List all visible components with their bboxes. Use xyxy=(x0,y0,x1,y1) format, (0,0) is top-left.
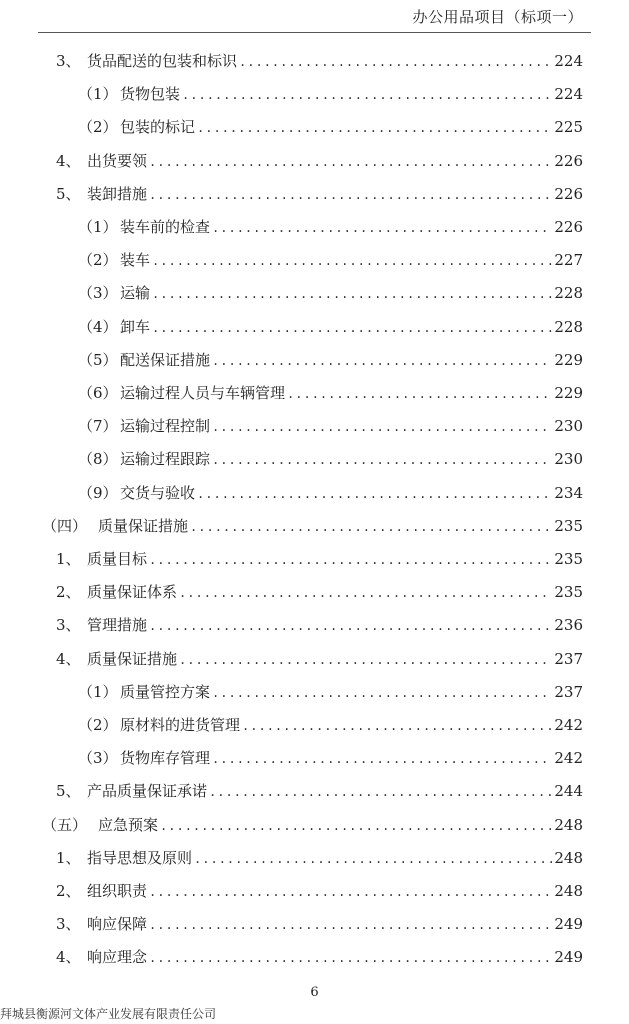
toc-entry[interactable] xyxy=(0,747,629,769)
toc-entry-title: 配送保证措施 xyxy=(120,350,211,369)
toc-entry-title: 卸车 xyxy=(120,317,151,336)
toc-entry[interactable] xyxy=(0,681,629,703)
toc-entry-page: 234 xyxy=(554,483,583,502)
page-number: 6 xyxy=(310,985,319,1000)
toc-entry-number: 1、 xyxy=(56,550,81,568)
toc-entry-page: 235 xyxy=(554,583,583,602)
toc-dot-leader xyxy=(182,88,552,102)
toc-dot-leader xyxy=(149,553,552,567)
toc-dot-leader xyxy=(152,321,552,335)
toc-entry-title: 货物包装 xyxy=(120,85,181,104)
toc-entry-page: 248 xyxy=(554,882,583,900)
toc-entry-number: 2、 xyxy=(56,882,81,900)
toc-entry[interactable] xyxy=(0,648,629,670)
toc-entry-number: （五） xyxy=(42,815,88,834)
toc-entry-page: 227 xyxy=(554,251,583,270)
toc-entry-title: 响应保障 xyxy=(87,915,148,934)
toc-entry-page: 225 xyxy=(554,118,583,137)
toc-entry-page: 235 xyxy=(554,550,583,568)
toc-entry-title: 运输过程跟踪 xyxy=(120,450,211,469)
toc-entry-title: 装车 xyxy=(120,251,151,270)
toc-dot-leader xyxy=(149,619,552,633)
toc-entry-title: 货品配送的包装和标识 xyxy=(87,52,238,70)
toc-entry-title: 指导思想及原则 xyxy=(87,848,193,867)
toc-dot-leader xyxy=(149,188,552,202)
toc-entry[interactable] xyxy=(0,249,629,271)
toc-entry[interactable] xyxy=(0,847,629,869)
toc-entry-number: （3） xyxy=(78,749,118,768)
toc-entry-title: 装车前的检查 xyxy=(120,218,211,236)
toc-entry[interactable] xyxy=(0,382,629,404)
toc-entry-page: 236 xyxy=(554,616,583,635)
toc-entry-title: 包装的标记 xyxy=(120,118,196,137)
toc-entry[interactable] xyxy=(0,814,629,836)
toc-entry-title: 出货要领 xyxy=(87,151,148,170)
toc-entry-title: 装卸措施 xyxy=(87,184,148,203)
toc-entry-number: （1） xyxy=(78,218,118,236)
toc-entry-page: 226 xyxy=(554,218,583,236)
toc-entry[interactable] xyxy=(0,183,629,205)
toc-dot-leader xyxy=(212,354,552,368)
toc-entry[interactable] xyxy=(0,415,629,437)
toc-entry-title: 交货与验收 xyxy=(120,483,196,502)
toc-entry[interactable] xyxy=(0,83,629,105)
toc-dot-leader xyxy=(194,852,552,866)
toc-entry-page: 248 xyxy=(554,815,583,834)
toc-dot-leader xyxy=(179,586,552,600)
toc-entry-page: 248 xyxy=(554,848,583,867)
toc-dot-leader xyxy=(287,387,552,401)
toc-dot-leader xyxy=(239,55,552,69)
toc-dot-leader xyxy=(212,752,552,766)
toc-entry-title: 组织职责 xyxy=(87,882,148,900)
toc-entry[interactable] xyxy=(0,282,629,304)
toc-dot-leader xyxy=(160,819,552,833)
toc-entry-number: （3） xyxy=(78,284,118,303)
toc-entry-page: 226 xyxy=(554,184,583,203)
toc-entry[interactable] xyxy=(0,482,629,504)
toc-entry-title: 质量目标 xyxy=(87,550,148,568)
toc-entry[interactable] xyxy=(0,780,629,802)
toc-dot-leader xyxy=(242,719,552,733)
toc-entry[interactable] xyxy=(0,913,629,935)
toc-entry-page: 249 xyxy=(554,915,583,934)
toc-entry[interactable] xyxy=(0,116,629,138)
toc-entry-page: 242 xyxy=(554,749,583,768)
toc-entry[interactable] xyxy=(0,581,629,603)
toc-entry-title: 管理措施 xyxy=(87,616,148,635)
document-header-title: 办公用品项目（标项一） xyxy=(412,8,583,26)
toc-entry-title: 响应理念 xyxy=(87,948,148,967)
toc-dot-leader xyxy=(149,155,552,169)
toc-entry-page: 235 xyxy=(554,516,583,535)
toc-entry-page: 224 xyxy=(554,85,583,104)
toc-entry[interactable] xyxy=(0,349,629,371)
toc-entry[interactable] xyxy=(0,880,629,902)
toc-entry[interactable] xyxy=(0,946,629,968)
toc-entry-page: 226 xyxy=(554,151,583,170)
toc-entry-page: 242 xyxy=(554,716,583,734)
toc-entry-page: 229 xyxy=(554,384,583,402)
toc-entry-number: （1） xyxy=(78,85,118,104)
toc-entry-title: 运输 xyxy=(120,284,151,303)
toc-entry-page: 224 xyxy=(554,52,583,70)
toc-entry-page: 228 xyxy=(554,284,583,303)
toc-entry-title: 原材料的进货管理 xyxy=(120,716,241,734)
toc-dot-leader xyxy=(149,885,552,899)
toc-entry-number: （5） xyxy=(78,350,118,369)
toc-entry-number: （2） xyxy=(78,716,118,734)
toc-entry-title: 质量保证体系 xyxy=(87,583,178,602)
toc-dot-leader xyxy=(149,918,552,932)
toc-entry[interactable] xyxy=(0,614,629,636)
toc-dot-leader xyxy=(209,785,552,799)
toc-dot-leader xyxy=(197,121,552,135)
toc-entry-number: 4、 xyxy=(56,948,81,967)
toc-entry[interactable] xyxy=(0,714,629,736)
toc-entry-number: （8） xyxy=(78,450,118,469)
toc-entry[interactable] xyxy=(0,316,629,338)
toc-entry-number: 3、 xyxy=(56,915,81,934)
toc-entry-page: 249 xyxy=(554,948,583,967)
toc-dot-leader xyxy=(212,420,552,434)
toc-entry-number: （四） xyxy=(42,516,88,535)
toc-entry-number: 4、 xyxy=(56,649,81,668)
toc-entry-title: 质量保证措施 xyxy=(87,649,178,668)
toc-entry[interactable] xyxy=(0,448,629,470)
toc-entry-page: 228 xyxy=(554,317,583,336)
toc-dot-leader xyxy=(197,487,552,501)
toc-entry-number: 3、 xyxy=(56,52,81,70)
toc-entry-page: 230 xyxy=(554,450,583,469)
toc-entry-page: 237 xyxy=(554,682,583,701)
toc-entry[interactable] xyxy=(0,150,629,172)
toc-entry[interactable] xyxy=(0,50,629,72)
toc-entry-page: 230 xyxy=(554,417,583,436)
footer-organization: 拜城县衡源河文体产业发展有限责任公司 xyxy=(0,1007,217,1021)
toc-entry-number: （2） xyxy=(78,251,118,270)
toc-entry-title: 运输过程人员与车辆管理 xyxy=(120,384,286,402)
toc-entry-title: 货物库存管理 xyxy=(120,749,211,768)
toc-entry-number: 2、 xyxy=(56,583,81,602)
toc-entry-page: 244 xyxy=(554,782,583,801)
toc-dot-leader xyxy=(152,287,552,301)
toc-dot-leader xyxy=(212,221,552,235)
toc-entry[interactable] xyxy=(0,216,629,238)
toc-entry-number: （4） xyxy=(78,317,118,336)
toc-dot-leader xyxy=(212,686,552,700)
toc-entry[interactable] xyxy=(0,515,629,537)
toc-entry-title: 应急预案 xyxy=(98,815,159,834)
toc-dot-leader xyxy=(179,653,552,667)
header-divider xyxy=(38,32,591,33)
toc-dot-leader xyxy=(190,520,552,534)
toc-entry-number: （2） xyxy=(78,118,118,137)
toc-entry-title: 运输过程控制 xyxy=(120,417,211,436)
toc-entry-page: 237 xyxy=(554,649,583,668)
toc-entry-number: （9） xyxy=(78,483,118,502)
toc-dot-leader xyxy=(152,254,552,268)
toc-entry-number: 5、 xyxy=(56,184,81,203)
toc-entry-title: 质量保证措施 xyxy=(98,516,189,535)
toc-entry-number: （1） xyxy=(78,682,118,701)
toc-entry[interactable] xyxy=(0,548,629,570)
toc-entry-number: 3、 xyxy=(56,616,81,635)
toc-entry-number: 4、 xyxy=(56,151,81,170)
toc-entry-number: 5、 xyxy=(56,782,81,801)
toc-entry-page: 229 xyxy=(554,350,583,369)
toc-entry-title: 产品质量保证承诺 xyxy=(87,782,208,801)
toc-entry-title: 质量管控方案 xyxy=(120,682,211,701)
toc-entry-number: 1、 xyxy=(56,848,81,867)
toc-dot-leader xyxy=(212,453,552,467)
toc-entry-number: （6） xyxy=(78,384,118,402)
toc-entry-number: （7） xyxy=(78,417,118,436)
toc-dot-leader xyxy=(149,951,552,965)
